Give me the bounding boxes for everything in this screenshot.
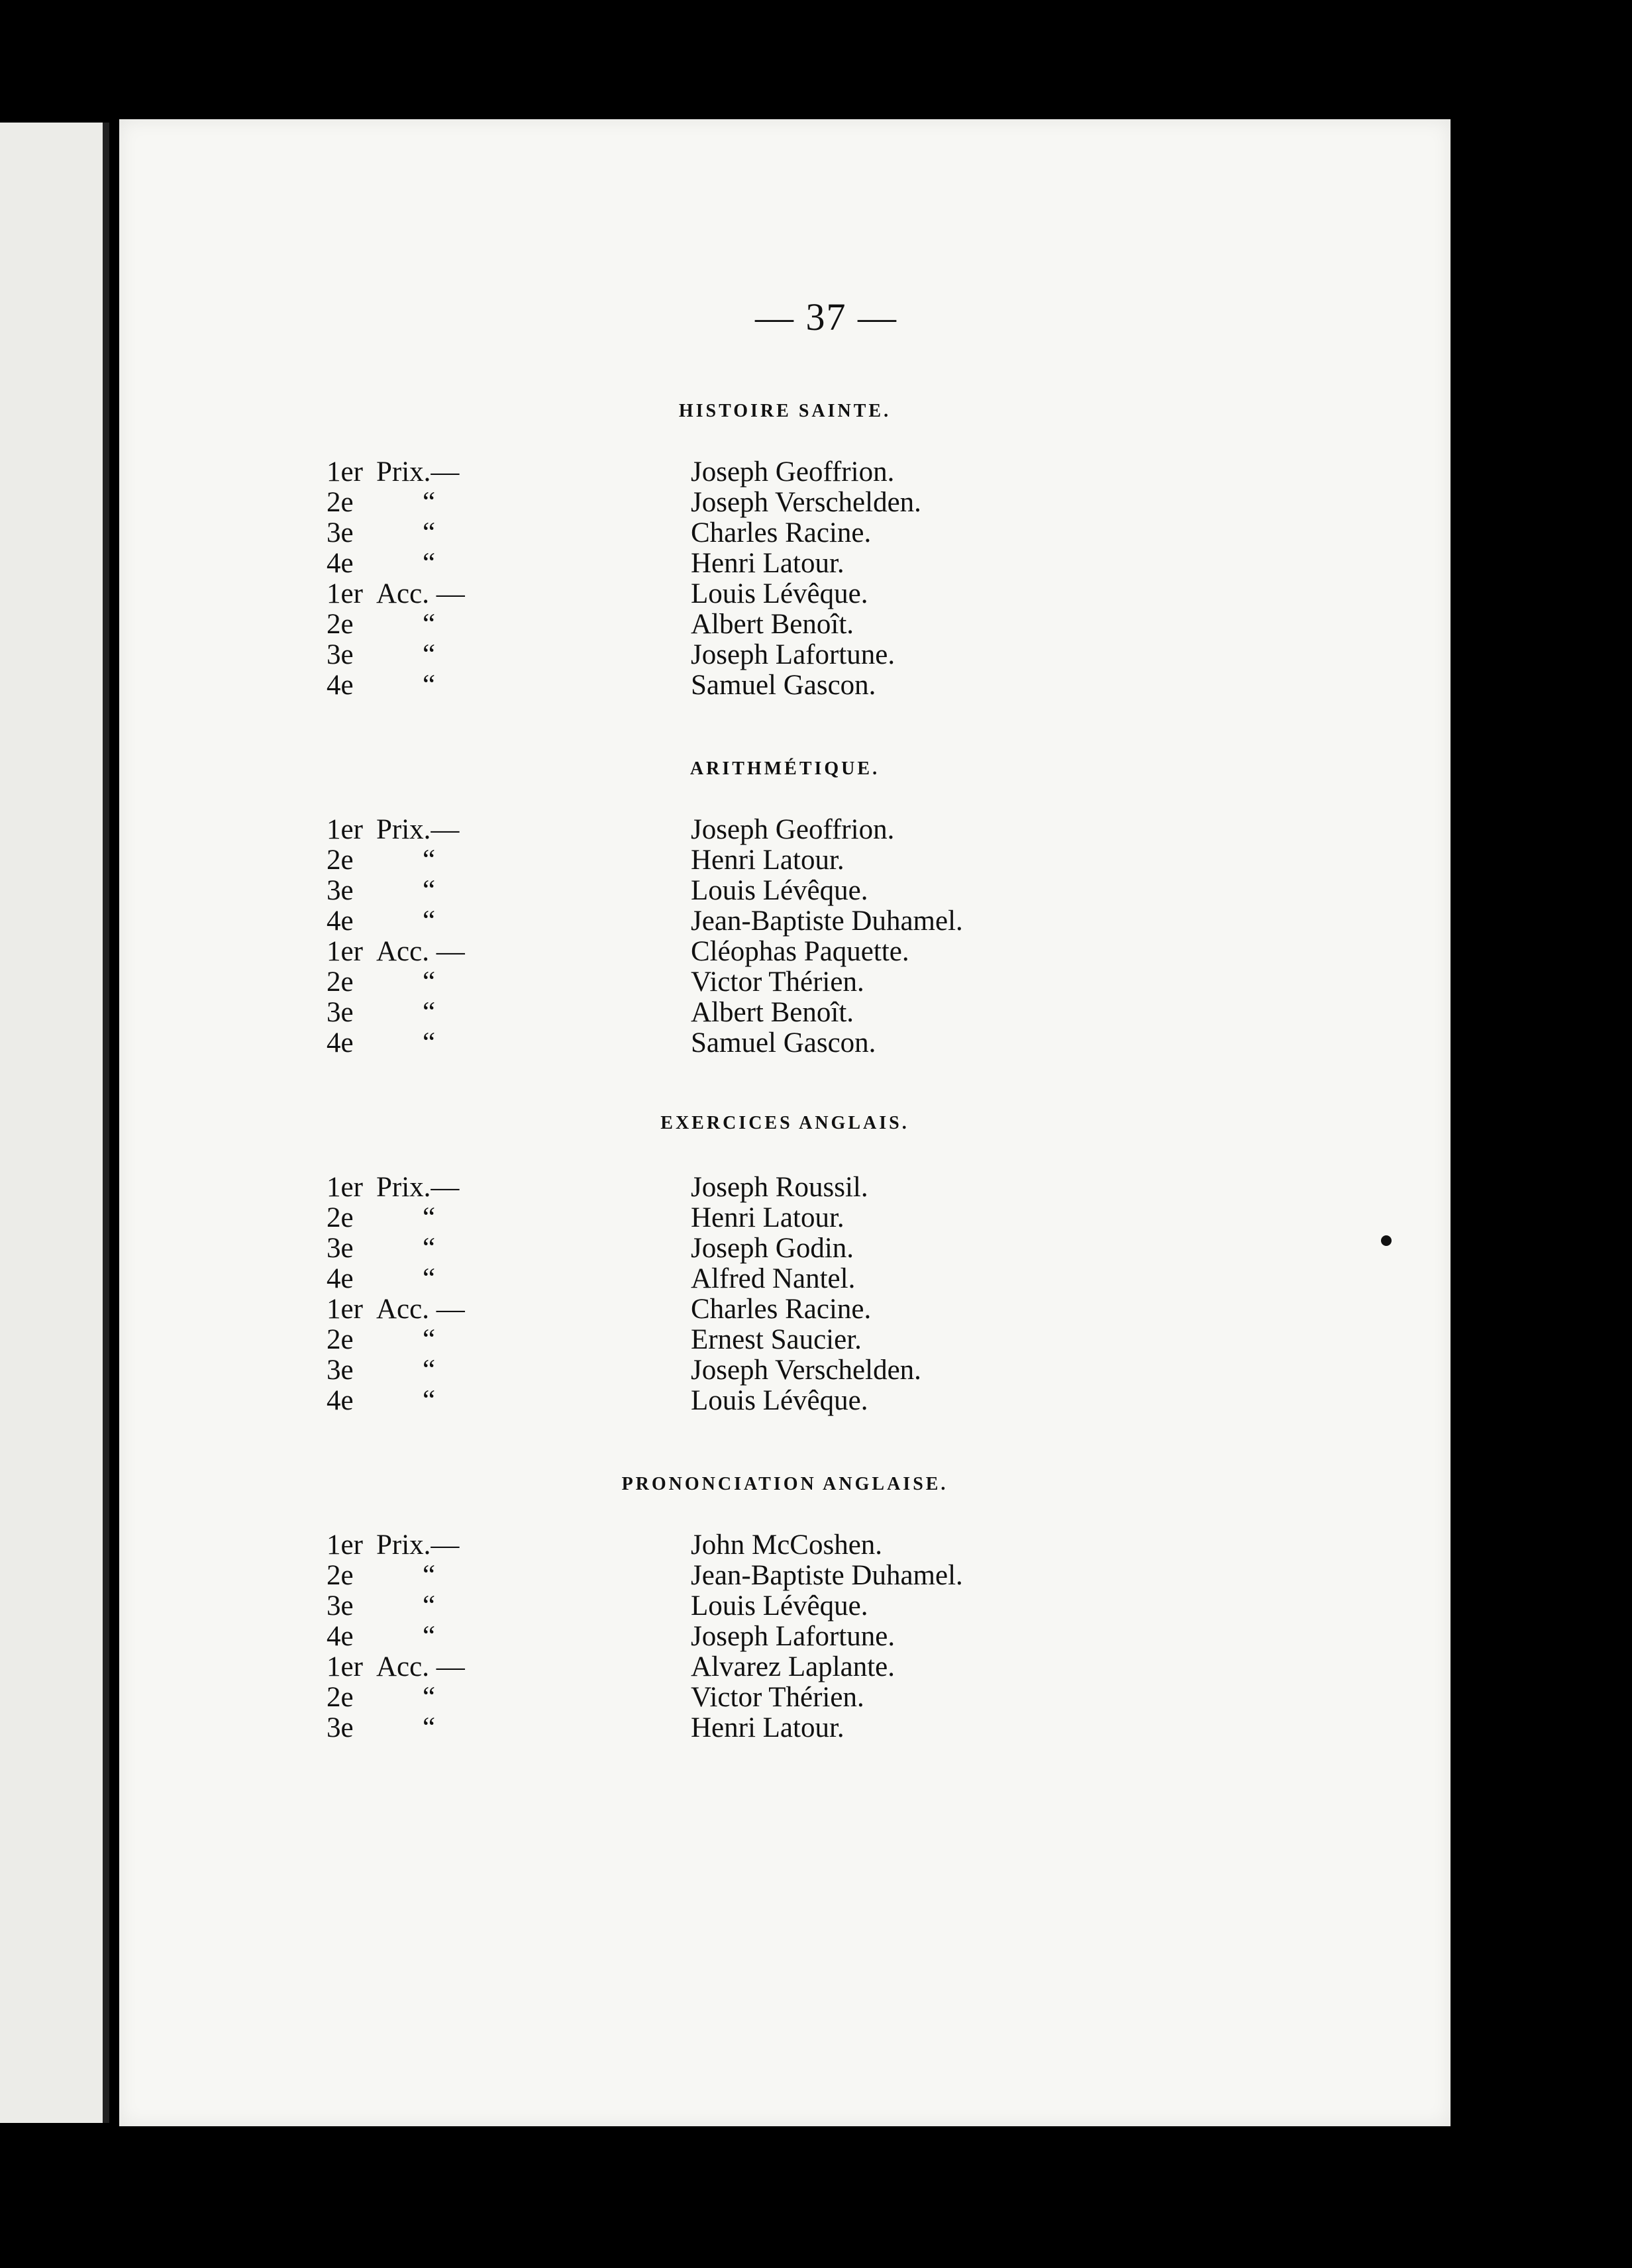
ditto-mark: “ bbox=[423, 1355, 436, 1386]
rank-label: 3e bbox=[327, 1233, 354, 1264]
rank-label: 1er bbox=[327, 814, 363, 845]
ditto-mark: “ bbox=[423, 875, 436, 906]
rank-label: 3e bbox=[327, 517, 354, 548]
ditto-mark: “ bbox=[423, 1202, 436, 1233]
section-title-arithmetique: ARITHMÉTIQUE. bbox=[689, 758, 880, 779]
ditto-mark: “ bbox=[423, 1027, 436, 1058]
student-name: Victor Thérien. bbox=[691, 966, 864, 998]
ditto-mark: “ bbox=[423, 1682, 436, 1713]
rank-label: 3e bbox=[327, 1712, 354, 1743]
student-name: Victor Thérien. bbox=[691, 1682, 864, 1713]
rank-label: 1er bbox=[327, 1172, 363, 1203]
student-name: Cléophas Paquette. bbox=[691, 936, 909, 967]
rank-label: 1er bbox=[327, 936, 363, 967]
student-name: Samuel Gascon. bbox=[691, 1027, 876, 1058]
rank-label: 2e bbox=[327, 845, 354, 876]
student-name: Joseph Lafortune. bbox=[691, 1621, 895, 1652]
ditto-mark: “ bbox=[423, 997, 436, 1028]
student-name: Charles Racine. bbox=[691, 517, 872, 548]
student-name: Henri Latour. bbox=[691, 1202, 844, 1233]
ditto-mark: “ bbox=[423, 1324, 436, 1355]
ditto-mark: “ bbox=[423, 966, 436, 998]
ditto-mark: “ bbox=[423, 905, 436, 937]
ditto-mark: “ bbox=[423, 1233, 436, 1264]
rank-label: 4e bbox=[327, 905, 354, 937]
student-name: Henri Latour. bbox=[691, 1712, 844, 1743]
ditto-mark: “ bbox=[423, 517, 436, 548]
rank-label: 3e bbox=[327, 997, 354, 1028]
student-name: Henri Latour. bbox=[691, 548, 844, 579]
student-name: Joseph Geoffrion. bbox=[691, 456, 895, 488]
rank-label: 1er bbox=[327, 1651, 363, 1682]
ditto-mark: “ bbox=[423, 639, 436, 670]
student-name: Ernest Saucier. bbox=[691, 1324, 862, 1355]
student-name: Louis Lévêque. bbox=[691, 875, 868, 906]
rank-label: 3e bbox=[327, 875, 354, 906]
student-name: Joseph Roussil. bbox=[691, 1172, 868, 1203]
prize-label: Acc. — bbox=[376, 1651, 465, 1682]
rank-label: 3e bbox=[327, 1590, 354, 1622]
rank-label: 1er bbox=[327, 1294, 363, 1325]
rank-label: 2e bbox=[327, 487, 354, 518]
rank-label: 1er bbox=[327, 578, 363, 609]
student-name: Jean-Baptiste Duhamel. bbox=[691, 1560, 963, 1591]
rank-label: 1er bbox=[327, 456, 363, 488]
prize-label: Prix.— bbox=[376, 456, 460, 488]
ditto-mark: “ bbox=[423, 670, 436, 701]
rank-label: 1er bbox=[327, 1529, 363, 1561]
student-name: John McCoshen. bbox=[691, 1529, 883, 1561]
rank-label: 4e bbox=[327, 1385, 354, 1416]
ditto-mark: “ bbox=[423, 1560, 436, 1591]
ditto-mark: “ bbox=[423, 1621, 436, 1652]
rank-label: 4e bbox=[327, 548, 354, 579]
rank-label: 2e bbox=[327, 966, 354, 998]
student-name: Albert Benoît. bbox=[691, 997, 854, 1028]
section-title-histoire-sainte: HISTOIRE SAINTE. bbox=[678, 401, 892, 421]
rank-label: 4e bbox=[327, 1263, 354, 1294]
student-name: Alvarez Laplante. bbox=[691, 1651, 895, 1682]
ditto-mark: “ bbox=[423, 845, 436, 876]
rank-label: 2e bbox=[327, 1682, 354, 1713]
student-name: Louis Lévêque. bbox=[691, 578, 868, 609]
student-name: Louis Lévêque. bbox=[691, 1385, 868, 1416]
prize-label: Prix.— bbox=[376, 1172, 460, 1203]
student-name: Alfred Nantel. bbox=[691, 1263, 856, 1294]
prize-label: Acc. — bbox=[376, 1294, 465, 1325]
prize-label: Acc. — bbox=[376, 578, 465, 609]
ditto-mark: “ bbox=[423, 1263, 436, 1294]
section-title-prononciation-anglaise: PRONONCIATION ANGLAISE. bbox=[621, 1474, 948, 1494]
student-name: Joseph Verschelden. bbox=[691, 1355, 921, 1386]
student-name: Louis Lévêque. bbox=[691, 1590, 868, 1622]
ditto-mark: “ bbox=[423, 548, 436, 579]
rank-label: 2e bbox=[327, 1202, 354, 1233]
ink-speck bbox=[1381, 1235, 1392, 1246]
ditto-mark: “ bbox=[423, 1712, 436, 1743]
rank-label: 4e bbox=[327, 1621, 354, 1652]
rank-label: 3e bbox=[327, 639, 354, 670]
rank-label: 2e bbox=[327, 1560, 354, 1591]
student-name: Joseph Lafortune. bbox=[691, 639, 895, 670]
ditto-mark: “ bbox=[423, 609, 436, 640]
student-name: Charles Racine. bbox=[691, 1294, 872, 1325]
ditto-mark: “ bbox=[423, 487, 436, 518]
rank-label: 2e bbox=[327, 609, 354, 640]
prize-label: Acc. — bbox=[376, 936, 465, 967]
facing-page-edge bbox=[0, 123, 109, 2123]
student-name: Albert Benoît. bbox=[691, 609, 854, 640]
student-name: Joseph Geoffrion. bbox=[691, 814, 895, 845]
book-page bbox=[119, 119, 1451, 2126]
student-name: Joseph Verschelden. bbox=[691, 487, 921, 518]
student-name: Joseph Godin. bbox=[691, 1233, 854, 1264]
rank-label: 4e bbox=[327, 1027, 354, 1058]
rank-label: 3e bbox=[327, 1355, 354, 1386]
rank-label: 2e bbox=[327, 1324, 354, 1355]
student-name: Henri Latour. bbox=[691, 845, 844, 876]
prize-label: Prix.— bbox=[376, 1529, 460, 1561]
prize-label: Prix.— bbox=[376, 814, 460, 845]
rank-label: 4e bbox=[327, 670, 354, 701]
page-number: — 37 — bbox=[755, 295, 897, 338]
ditto-mark: “ bbox=[423, 1385, 436, 1416]
section-title-exercices-anglais: EXERCICES ANGLAIS. bbox=[660, 1113, 909, 1133]
student-name: Jean-Baptiste Duhamel. bbox=[691, 905, 963, 937]
ditto-mark: “ bbox=[423, 1590, 436, 1622]
student-name: Samuel Gascon. bbox=[691, 670, 876, 701]
